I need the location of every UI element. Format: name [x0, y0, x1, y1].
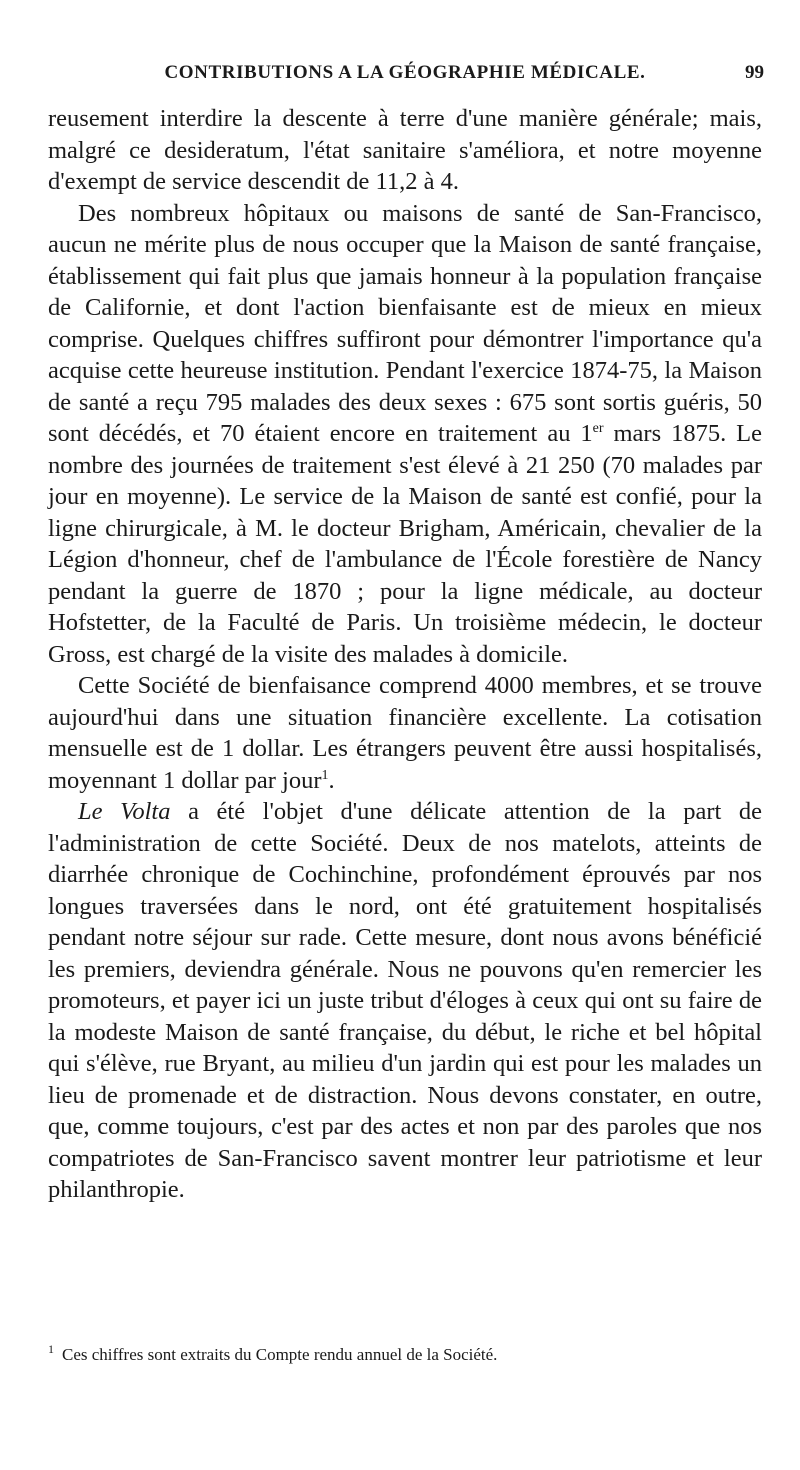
paragraph-2-text-end: mars 1875. Le nombre des journées de traitement s'est élevé à 21 250 (70 malades par jour en moyenne). Le service de la Maison de santé est confié, pour la ligne chirurgicale, à M. le docteur Brigham, Américain, chevalier de la Légion d'honneur, chef de l'ambulance de l'École forestière de Nancy pendant la guerre de 1870 ; pour la ligne médicale, au docteur Hofstetter, de la Faculté de Paris. Un troisième médecin, le docteur Gross, est chargé de la visite des malades à domicile.	[48, 420, 762, 668]
page-header	[46, 62, 764, 92]
paragraph-2-text: Des nombreux hôpitaux ou maisons de santé de San-Francisco, aucun ne mérite plus de nous occuper que la Maison de santé française, établissement qui fait plus que jamais honneur à la population française de Californie, et dont l'action bienfaisante est de mieux en mieux comprise. Quelques chiffres suffiront pour démontrer l'importance qu'a acquise cette heureuse institution. Pendant l'exercice 1874-75, la Maison de santé a reçu 795 malades des deux sexes : 675 sont sortis guéris, 50 sont décédés, et 70 étaient encore en traitement au 1	[48, 199, 762, 447]
footnote-mark: 1	[48, 1342, 54, 1357]
ship-name: Le Volta	[78, 798, 171, 825]
running-head: CONTRIBUTIONS A LA GÉOGRAPHIE MÉDICALE.	[164, 62, 646, 83]
body-text	[48, 103, 762, 1206]
page-number: 99	[745, 62, 764, 83]
footnote	[48, 1343, 762, 1367]
paragraph-3-text: Cette Société de bienfaisance comprend 4000 membres, et se trouve aujourd'hui dans une situation financière excellente. La cotisation mensuelle est de 1 dollar. Les étrangers peuvent être aussi hospitalisés, moyennant 1 dollar par jour	[48, 672, 762, 794]
paragraph-1	[48, 103, 762, 198]
paragraph-4	[48, 796, 762, 1206]
ordinal-superscript: er	[592, 420, 604, 436]
paragraph-4-text: a été l'objet d'une délicate attention de la part de l'administration de cette Société. Deux de nos matelots, atteints de diarrhée chronique de Cochinchine, profondément éprouvés par nos longues traversées dans le nord, ont été gratuitement hospitalisés pendant notre séjour sur rade. Cette mesure, dont nous avons bénéficié les premiers, deviendra générale. Nous ne pouvons qu'en remercier les promoteurs, et payer ici un juste tribut d'éloges à ceux qui ont su faire de la modeste Maison de santé française, du début, le riche et bel hôpital qui s'élève, rue Bryant, au milieu d'un jardin qui est pour les malades un lieu de promenade et de distraction. Nous devons constater, en outre, que, comme toujours, c'est par des actes et non par des paroles que nos compatriotes de San-Francisco savent montrer leur patriotisme et leur philanthropie.	[48, 798, 762, 1203]
paragraph-3-text-end: .	[328, 766, 335, 794]
footnote-text: Ces chiffres sont extraits du Compte rendu annuel de la Société.	[62, 1345, 498, 1364]
paragraph-2	[48, 198, 762, 671]
paragraph-1-text: reusement interdire la descente à terre d'une manière générale; mais, malgré ce desideratum, l'état sanitaire s'améliora, et notre moyenne d'exempt de service descendit de 11,2 à 4.	[48, 105, 762, 195]
footnote-reference: 1	[321, 767, 329, 783]
paragraph-3	[48, 670, 762, 796]
